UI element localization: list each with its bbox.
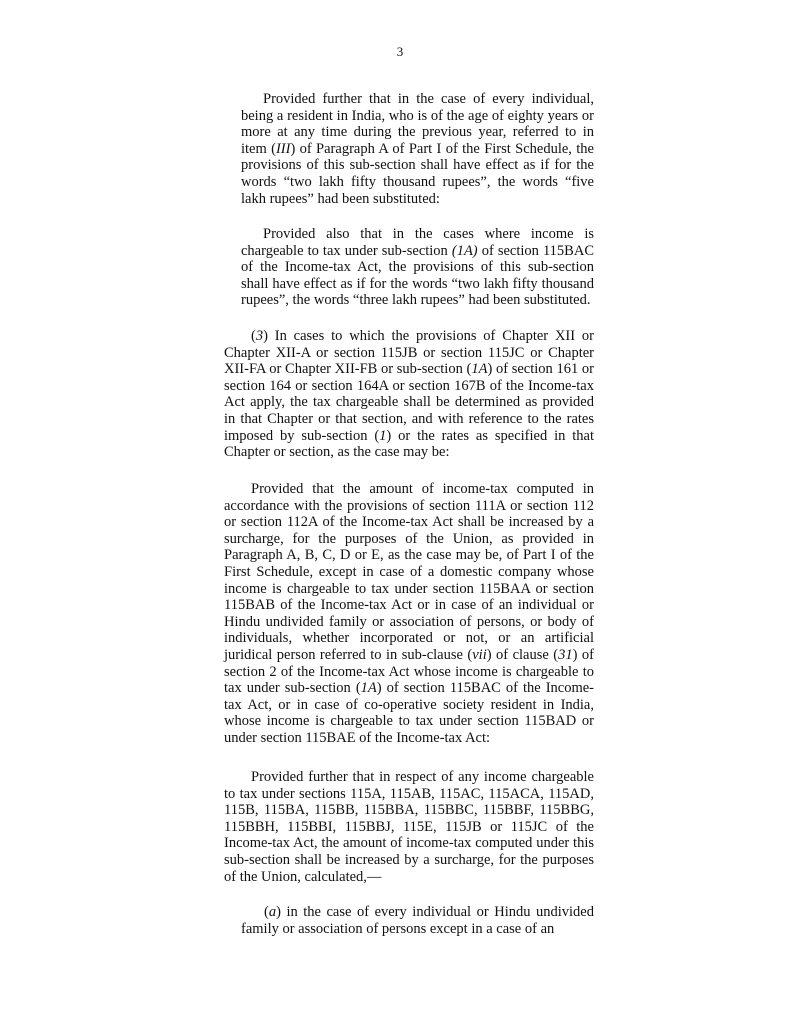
proviso-surcharge: Provided that the amount of income-tax computed in accordance with the provisions of section 111A or section 112 or section 112A of the Income-tax Act shall be increased by a surcharge, for the purposes of the Union, as provided in Paragraph A, B, C, D or E, as the case may be, of Part I of the First Schedule, except in case of a domestic company whose income is chargeable to tax under section 115BAA or section 115BAB of the Income-tax Act or in case of an individual or Hindu undivided family or association of persons, or body of individuals, whether incorporated or not, or an artificial juridical person referred to in sub-clause (vii) of clause (31) of section 2 of the Income-tax Act whose income is chargeable to tax under sub-section (1A) of section 115BAC of the Income-tax Act, or in case of co-operative society resident in India, whose income is chargeable to tax under section 115BAD or under section 115BAE of the Income-tax Act:	[224, 481, 595, 746]
clause-a: (a) in the case of every individual or Hindu undivided family or association of persons except in a case of an	[241, 904, 594, 937]
proviso-section-115bac: Provided also that in the cases where income is chargeable to tax under sub-section (1A) of section 115BAC of the Income-tax Act, the provisions of this sub-section shall have effect as if for the words “two lakh fifty thousand rupees”, the words “three lakh rupees” had been substituted.	[241, 226, 594, 309]
page-number: 3	[396, 44, 404, 59]
proviso-special-sections: Provided further that in respect of any income chargeable to tax under sections 115A, 115AB, 115AC, 115ACA, 115AD, 115B, 115BA, 115BB, 115BBA, 115BBC, 115BBF, 115BBG, 115BBH, 115BBI, 115BBJ, 115E, 115JB or 115JC of the Income-tax Act, the amount of income-tax computed under this sub-section shall be increased by a surcharge, for the purposes of the Union, calculated,—	[224, 769, 594, 885]
sub-section-3: (3) In cases to which the provisions of Chapter XII or Chapter XII-A or section 115JB or section 115JC or Chapter XII-FA or Chapter XII-FB or sub-section (1A) of section 161 or section 164 or section 164A or section 167B of the Income-tax Act apply, the tax chargeable shall be determined as provided in that Chapter or that section, and with reference to the rates imposed by sub-section (1) or the rates as specified in that Chapter or section, as the case may be:	[224, 328, 594, 461]
proviso-eighty-years: Provided further that in the case of every individual, being a resident in India, who is of the age of eighty years or more at any time during the previous year, referred to in item (III) of Paragraph A of Part I of the First Schedule, the provisions of this sub-section shall have effect as if for the words “two lakh fifty thousand rupees”, the words “five lakh rupees” had been substituted:	[241, 91, 594, 207]
